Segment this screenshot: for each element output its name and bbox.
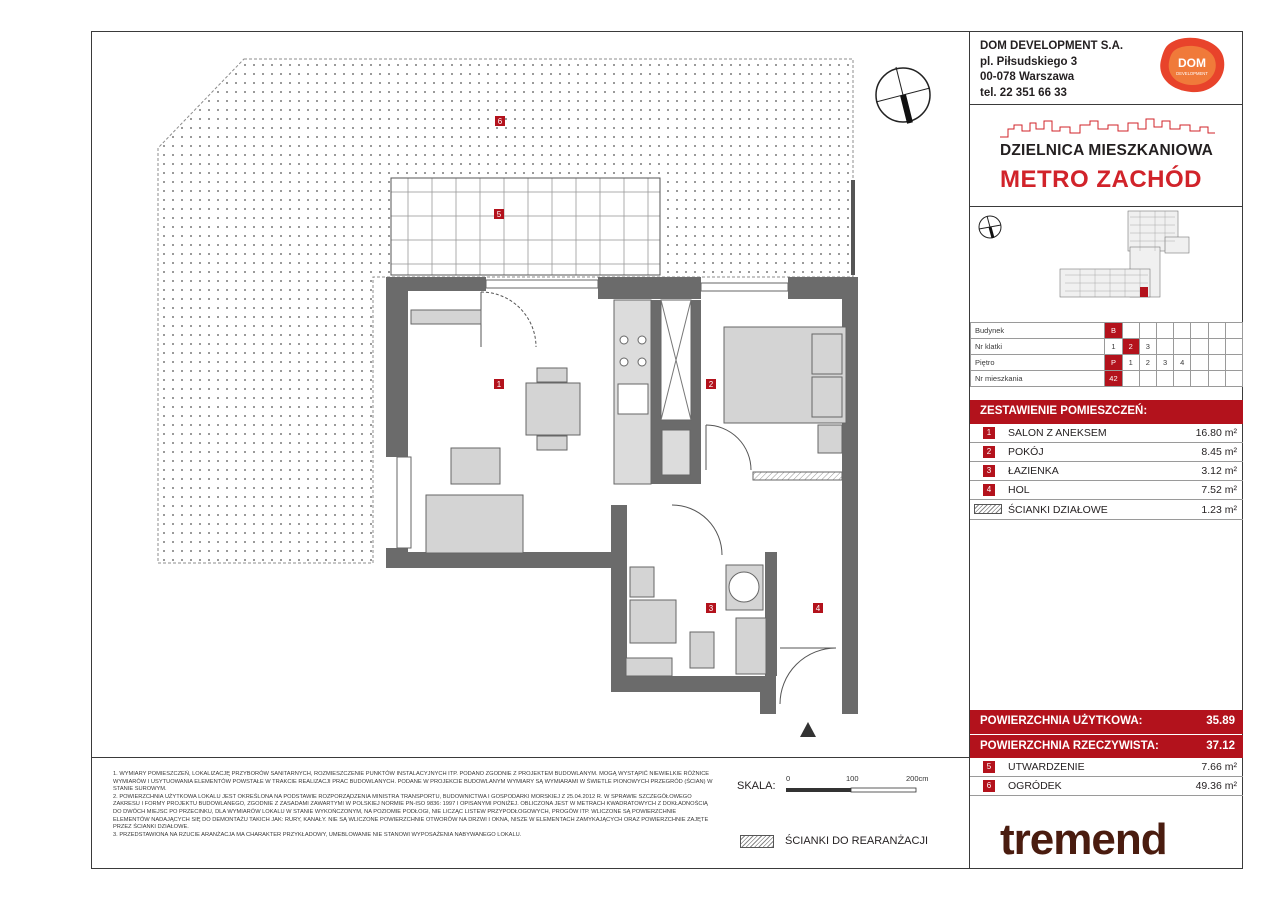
- floor-option: 2: [1139, 355, 1156, 371]
- outdoor-row: [970, 777, 1243, 796]
- room-area: 3.12 m²: [1201, 465, 1237, 477]
- floor-plan: [92, 32, 969, 757]
- partition-area: 1.23 m²: [1201, 504, 1237, 516]
- floor-option-selected: P: [1105, 355, 1122, 371]
- partition-row: [970, 501, 1243, 520]
- svg-text:2: 2: [708, 380, 714, 389]
- project-title-line1: DZIELNICA MIESZKANIOWA: [1000, 142, 1214, 159]
- usable-area-bar: [970, 710, 1243, 734]
- room-number: 3: [983, 465, 995, 477]
- svg-text:4: 4: [815, 604, 821, 613]
- tremend-logo: tremend: [1000, 815, 1167, 864]
- floor-option: 1: [1122, 355, 1139, 371]
- room-row: [970, 462, 1243, 481]
- room-area: 8.45 m²: [1201, 446, 1237, 458]
- outdoor-number: 5: [983, 761, 995, 773]
- company-city: 00-078 Warszawa: [980, 71, 1075, 83]
- floor-option: 4: [1174, 355, 1191, 371]
- floor-option: 3: [1156, 355, 1173, 371]
- stair-option: 3: [1139, 339, 1156, 355]
- room-area: 7.52 m²: [1201, 484, 1237, 496]
- plan-bottom-line: [91, 757, 969, 758]
- rooms-summary-title: ZESTAWIENIE POMIESZCZEŃ:: [980, 405, 1148, 417]
- room-name: HOL: [1008, 484, 1030, 496]
- outdoor-name: OGRÓDEK: [1008, 780, 1062, 792]
- svg-text:DEVELOPMENT: DEVELOPMENT: [1176, 71, 1208, 76]
- outdoor-area: 7.66 m²: [1201, 761, 1237, 773]
- outdoor-list: [970, 758, 1243, 798]
- room-row: [970, 481, 1243, 500]
- key-compass-icon: [979, 216, 1001, 238]
- usable-area-value: 35.89: [1206, 715, 1235, 727]
- company-name: DOM DEVELOPMENT S.A.: [980, 40, 1124, 52]
- real-area-bar: [970, 735, 1243, 758]
- outdoor-area: 49.36 m²: [1195, 780, 1237, 792]
- room-number: 2: [983, 446, 995, 458]
- project-title-line2: METRO ZACHÓD: [1000, 166, 1202, 193]
- outdoor-row: [970, 758, 1243, 777]
- company-phone: tel. 22 351 66 33: [980, 86, 1067, 99]
- apartment-number-label: Nr mieszkania: [971, 371, 1105, 387]
- scale-bar: [786, 784, 936, 798]
- room-name: ŁAZIENKA: [1008, 465, 1059, 477]
- stair-label: Nr klatki: [971, 339, 1105, 355]
- dom-development-logo: [1157, 36, 1227, 94]
- rooms-summary-header: [970, 400, 1243, 424]
- rooms-list: [970, 424, 1243, 524]
- svg-text:5: 5: [496, 210, 502, 219]
- apartment-info-table: [970, 322, 1243, 387]
- garden-area: [158, 59, 853, 563]
- company-contact: [980, 39, 1123, 101]
- note-item: 3. PRZEDSTAWIONA NA RZUCIE ARANŻACJA MA CHARAKTER PRZYKŁADOWY, UMEBLOWANIE NIE STANOWI WYPOSAŻENIA NABYWANEGO LOKALU.: [113, 831, 522, 838]
- usable-area-label: POWIERZCHNIA UŻYTKOWA:: [980, 715, 1143, 727]
- company-street: pl. Piłsudskiego 3: [980, 55, 1078, 68]
- stair-option-selected: 2: [1122, 339, 1139, 355]
- room-area: 16.80 m²: [1195, 427, 1237, 439]
- partition-name: ŚCIANKI DZIAŁOWE: [1008, 504, 1108, 516]
- scale-label: SKALA:: [737, 780, 776, 792]
- room-number: 1: [983, 427, 995, 439]
- rearrangement-hatch-swatch: [740, 835, 774, 848]
- skyline-icon: [1000, 117, 1215, 139]
- note-item: 1. WYMIARY POMIESZCZEŃ, LOKALIZACJĘ PRZYBORÓW SANITARNYCH, ROZMIESZCZENIE PUNKTÓW INSTALACYJNYCH ITP. PODANO ZGODNIE Z PROJEKTEM BUDOWLANYM. MOGĄ WYSTĄPIĆ NIEWIELKIE RÓŻNICE WYMIARÓW I USYTUOWANIA ELEMENTÓW POWSTAŁE W TRAKCIE REALIZACJI PRAC BUDOWLANYCH. PODANE W PROJEKCIE BUDOWLANYM WYMIARY SĄ WYMIARAMI W ŚWIETLE PIONOWYCH PRZEGRÓD (ŚCIAN) W STANIE SUROWYM.: [113, 771, 713, 793]
- partition-hatch-swatch: [974, 504, 1002, 514]
- note-item: 2. POWIERZCHNIA UŻYTKOWA LOKALU JEST OKREŚLONA NA PODSTAWIE ROZPORZĄDZENIA MINISTRA TRANSPORTU, BUDOWNICTWA I GOSPODARKI MORSKIEJ Z 25.04.2012 R. W SPRAWIE SZCZEGÓŁOWEGO ZAKRESU I FORMY PROJEKTU BUDOWLANEGO, ZGODNIE Z ZASADAMI ZAWARTYMI W POLSKIEJ NORMIE PN-ISO 9836: 1997 I OPISANYMI PONIŻEJ. OBLICZONA JEST W METRACH KWADRATOWYCH Z DOKŁADNOŚCIĄ DO DWÓCH MIEJSC PO PRZECINKU, DLA WYMIARÓW LOKALU W STANIE WYKOŃCZONYM, NA POZIOMIE PODŁOGI, NIE LICZĄC LISTEW PRZYPODŁOGOWYCH, PROGÓW ITP. WLICZONE SĄ POWIERZCHNIE ELEMENTÓW NADAJĄCYCH SIĘ DO DEMONTAŻU TAKICH JAK: RURY, KANAŁY. NIE SĄ WLICZONE POWIERZCHNIE OTWORÓW NA DRZWI I OKNA, NISZE W ELEMENTACH ZAMYKAJĄCYCH ORAZ POWIERZCHNIE ZAJĘTE PRZEZ ŚCIANKI DZIAŁOWE.: [113, 793, 709, 831]
- rearrangement-label: ŚCIANKI DO REARANŻACJI: [785, 835, 929, 847]
- contact-separator: [970, 104, 1243, 105]
- real-area-label: POWIERZCHNIA RZECZYWISTA:: [980, 740, 1159, 752]
- room-number: 4: [983, 484, 995, 496]
- building-value: B: [1105, 323, 1122, 339]
- room-name: POKÓJ: [1008, 446, 1044, 458]
- apartment-location-marker: [1140, 287, 1148, 297]
- svg-text:6: 6: [497, 117, 503, 126]
- legal-notes: [113, 771, 713, 839]
- partition-hatch: [753, 472, 842, 480]
- apartment-number-value: 42: [1105, 371, 1122, 387]
- outdoor-name: UTWARDZENIE: [1008, 761, 1085, 773]
- building-label: Budynek: [971, 323, 1105, 339]
- key-plan: [970, 207, 1243, 321]
- entrance-arrow: [800, 722, 816, 737]
- floor-label: Piętro: [971, 355, 1105, 371]
- svg-text:3: 3: [708, 604, 714, 613]
- room-name: SALON Z ANEKSEM: [1008, 427, 1107, 439]
- svg-text:DOM: DOM: [1178, 56, 1206, 70]
- scale-tick-0: 0: [786, 774, 791, 783]
- svg-text:1: 1: [496, 380, 502, 389]
- terrace-tiles: [391, 178, 660, 275]
- room-row: [970, 443, 1243, 462]
- scale-tick-2: 200cm: [906, 774, 929, 783]
- outdoor-number: 6: [983, 780, 995, 792]
- real-area-value: 37.12: [1206, 740, 1235, 752]
- scale-tick-1: 100: [846, 774, 859, 783]
- stair-option: 1: [1105, 339, 1122, 355]
- room-row: [970, 424, 1243, 443]
- compass-icon: [876, 67, 930, 123]
